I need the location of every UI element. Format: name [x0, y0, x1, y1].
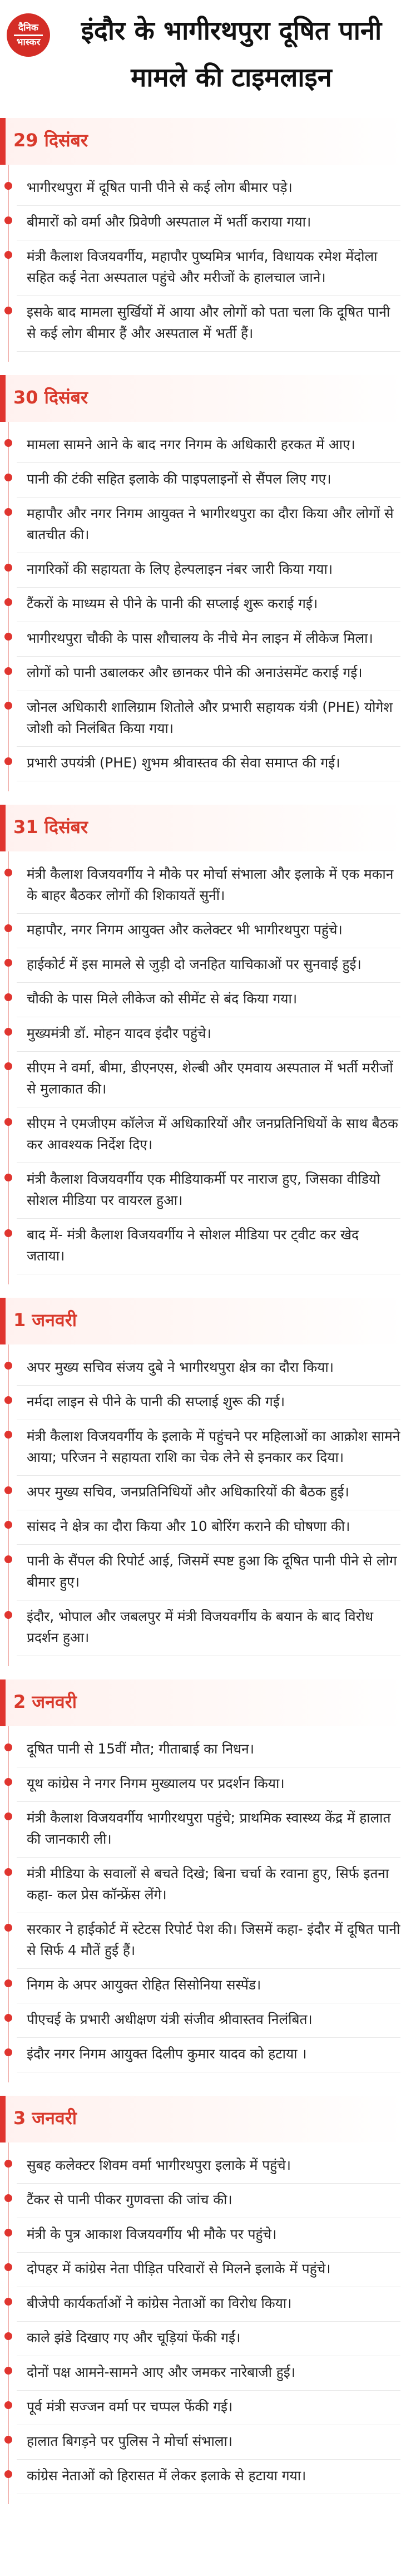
event-text: मंत्री कैलाश विजयवर्गीय के इलाके में पहुंचने पर महिलाओं का आक्रोश सामने आया; परिजन ने सहायता राशि का चेक लेने से इनकार कर दिया। — [27, 1428, 400, 1465]
event-item — [0, 691, 406, 747]
event-text: बाद में- मंत्री कैलाश विजयवर्गीय ने सोशल मीडिया पर ट्वीट कर खेद जताया। — [27, 1227, 359, 1264]
bullet-dot-icon — [4, 1611, 12, 1619]
event-list — [0, 165, 406, 362]
event-item — [0, 2003, 406, 2038]
date-label: 30 दिसंबर — [13, 387, 88, 408]
timeline-section — [0, 2096, 406, 2504]
event-item — [0, 1476, 406, 1510]
event-item — [0, 1163, 406, 1219]
bullet-dot-icon — [4, 993, 12, 1001]
event-text: भागीरथपुरा में दूषित पानी पीने से कई लोग बीमार पड़े। — [27, 179, 293, 195]
event-item — [0, 1351, 406, 1386]
event-item — [0, 2287, 406, 2322]
bullet-dot-icon — [4, 474, 12, 481]
event-item — [0, 2253, 406, 2287]
bullet-dot-icon — [4, 1229, 12, 1237]
event-item — [0, 1802, 406, 1858]
event-text: मंत्री कैलाश विजयवर्गीय एक मीडियाकर्मी पर नाराज हुए, जिसका वीडियो सोशल मीडिया पर वायरल हुआ। — [27, 1171, 380, 1208]
date-label: 1 जनवरी — [13, 1309, 77, 1331]
event-item — [0, 1052, 406, 1107]
event-item — [0, 1386, 406, 1420]
bullet-dot-icon — [4, 959, 12, 967]
bullet-dot-icon — [4, 924, 12, 932]
timeline-sections — [0, 118, 406, 2504]
bullet-dot-icon — [4, 757, 12, 765]
event-text: सांसद ने क्षेत्र का दौरा किया और 10 बोरिंग कराने की घोषणा की। — [27, 1518, 350, 1534]
event-item — [0, 240, 406, 296]
event-text: मंत्री कैलाश विजयवर्गीय, महापौर पुष्यमित्र भार्गव, विधायक रमेश मेंदोला सहित कई नेता अस्पताल पहुंचे और मरीजों के हालचाल जाने। — [27, 248, 378, 285]
timeline-section — [0, 1298, 406, 1666]
bullet-dot-icon — [4, 2470, 12, 2478]
date-accent-bar — [0, 805, 6, 851]
event-text: दोपहर में कांग्रेस नेता पीड़ित परिवारों से मिलने इलाके में पहुंचे। — [27, 2260, 331, 2277]
bullet-dot-icon — [4, 2401, 12, 2409]
event-item — [0, 1510, 406, 1545]
event-list — [0, 1726, 406, 2082]
event-text: पीएचई के प्रभारी अधीक्षण यंत्री संजीव श्रीवास्तव निलंबित। — [27, 2011, 313, 2027]
event-text: दोनों पक्ष आमने-सामने आए और जमकर नारेबाजी हुई। — [27, 2364, 296, 2380]
event-item — [0, 588, 406, 622]
dainik-bhaskar-logo — [7, 13, 50, 57]
header — [0, 0, 406, 118]
bullet-dot-icon — [4, 1362, 12, 1370]
event-text: इंदौर नगर निगम आयुक्त दिलीप कुमार यादव को हटाया । — [27, 2046, 307, 2062]
event-text: अपर मुख्य सचिव संजय दुबे ने भागीरथपुरा क्षेत्र का दौरा किया। — [27, 1359, 334, 1375]
bullet-dot-icon — [4, 667, 12, 675]
bullet-dot-icon — [4, 1743, 12, 1751]
date-label: 29 दिसंबर — [13, 130, 88, 151]
page-title: इंदौर के भागीरथपुरा दूषित पानी मामले की टाइमलाइन — [81, 16, 382, 93]
event-text: दूषित पानी से 15वीं मौत; गीताबाई का निधन। — [27, 1741, 254, 1757]
event-text: पानी के सैंपल की रिपोर्ट आई, जिसमें स्पष्ट हुआ कि दूषित पानी पीने से लोग बीमार हुए। — [27, 1553, 397, 1590]
event-text: पानी की टंकी सहित इलाके की पाइपलाइनों से सैंपल लिए गए। — [27, 471, 331, 487]
event-item — [0, 1017, 406, 1052]
bullet-dot-icon — [4, 2194, 12, 2202]
item-divider — [17, 351, 400, 352]
date-label: 2 जनवरी — [13, 1691, 77, 1712]
date-label: 3 जनवरी — [13, 2107, 77, 2129]
bullet-dot-icon — [4, 307, 12, 314]
bullet-dot-icon — [4, 598, 12, 606]
bullet-dot-icon — [4, 2263, 12, 2271]
timeline-section — [0, 375, 406, 791]
event-text: टैंकर से पानी पीकर गुणवत्ता की जांच की। — [27, 2191, 232, 2208]
event-item — [0, 2460, 406, 2494]
event-item — [0, 553, 406, 588]
bullet-dot-icon — [4, 1396, 12, 1404]
bullet-dot-icon — [4, 2014, 12, 2022]
event-item — [0, 2038, 406, 2072]
event-item — [0, 206, 406, 240]
event-text: टैंकरों के माध्यम से पीने के पानी की सप्लाई शुरू कराई गई। — [27, 595, 318, 612]
bullet-dot-icon — [4, 702, 12, 710]
date-accent-bar — [0, 375, 6, 422]
event-text: सुबह कलेक्टर शिवम वर्मा भागीरथपुरा इलाके में पहुंचे। — [27, 2157, 291, 2173]
event-item — [0, 622, 406, 657]
bullet-dot-icon — [4, 1778, 12, 1786]
date-header — [0, 2096, 406, 2142]
event-item — [0, 171, 406, 206]
event-item — [0, 1107, 406, 1163]
bullet-dot-icon — [4, 869, 12, 876]
bullet-dot-icon — [4, 1174, 12, 1181]
event-item — [0, 1858, 406, 1913]
bullet-dot-icon — [4, 216, 12, 224]
event-item — [0, 1733, 406, 1767]
date-accent-bar — [0, 1679, 6, 1726]
bullet-dot-icon — [4, 1521, 12, 1529]
timeline-section — [0, 118, 406, 362]
event-text: नर्मदा लाइन से पीने के पानी की सप्लाई शुरू की गई। — [27, 1393, 285, 1410]
event-text: सीएम ने एमजीएम कॉलेज में अधिकारियों और जनप्रतिनिधियों के साथ बैठक कर आवश्यक निर्देश दिए। — [27, 1115, 398, 1152]
date-header — [0, 1679, 406, 1726]
event-text: भागीरथपुरा चौकी के पास शौचालय के नीचे मेन लाइन में लीकेज मिला। — [27, 630, 373, 646]
bullet-dot-icon — [4, 2048, 12, 2056]
bullet-dot-icon — [4, 2229, 12, 2237]
event-item — [0, 983, 406, 1017]
event-item — [0, 2184, 406, 2218]
event-list — [0, 851, 406, 1284]
event-text: लोगों को पानी उबालकर और छानकर पीने की अनाउंसमेंट कराई गई। — [27, 664, 363, 681]
event-item — [0, 914, 406, 948]
event-item — [0, 747, 406, 781]
event-item — [0, 498, 406, 553]
event-text: हालात बिगड़ने पर पुलिस ने मोर्चा संभाला। — [27, 2433, 233, 2449]
event-item — [0, 1969, 406, 2003]
bullet-dot-icon — [4, 1924, 12, 1932]
event-text: यूथ कांग्रेस ने नगर निगम मुख्यालय पर प्रदर्शन किया। — [27, 1775, 285, 1791]
bullet-dot-icon — [4, 633, 12, 641]
event-item — [0, 1545, 406, 1600]
timeline-section — [0, 1679, 406, 2082]
event-item — [0, 858, 406, 914]
event-item — [0, 1420, 406, 1476]
event-list — [0, 1344, 406, 1666]
event-item — [0, 2356, 406, 2391]
event-text: मंत्री कैलाश विजयवर्गीय भागीरथपुरा पहुंचे; प्राथमिक स्वास्थ्य केंद्र में हालात की जानकारी ली। — [27, 1810, 391, 1847]
event-text: मंत्री कैलाश विजयवर्गीय ने मौके पर मोर्चा संभाला और इलाके में एक मकान के बाहर बैठकर लोगों की शिकायतें सुनीं। — [27, 866, 394, 903]
bullet-dot-icon — [4, 1062, 12, 1070]
date-header — [0, 1298, 406, 1344]
bullet-dot-icon — [4, 251, 12, 259]
event-item — [0, 657, 406, 691]
date-label: 31 दिसंबर — [13, 816, 88, 838]
bullet-dot-icon — [4, 1979, 12, 1987]
event-text: कांग्रेस नेताओं को हिरासत में लेकर इलाके से हटाया गया। — [27, 2467, 306, 2484]
event-list — [0, 2142, 406, 2504]
event-item — [0, 2425, 406, 2460]
event-item — [0, 1219, 406, 1274]
bullet-dot-icon — [4, 2298, 12, 2306]
bullet-dot-icon — [4, 2367, 12, 2375]
bullet-dot-icon — [4, 1118, 12, 1126]
date-header — [0, 375, 406, 422]
event-text: इसके बाद मामला सुर्खियों में आया और लोगों को पता चला कि दूषित पानी से कई लोग बीमार हैं और अस्पताल में भर्ती हैं। — [27, 304, 390, 341]
date-accent-bar — [0, 2096, 6, 2142]
event-text: बीजेपी कार्यकर्ताओं ने कांग्रेस नेताओं का विरोध किया। — [27, 2295, 292, 2311]
event-text: सरकार ने हाईकोर्ट में स्टेटस रिपोर्ट पेश की। जिसमें कहा- इंदौर में दूषित पानी से सिर्फ 4 मौतें हुई हैं। — [27, 1921, 400, 1958]
timeline-section — [0, 805, 406, 1284]
bullet-dot-icon — [4, 2160, 12, 2168]
event-item — [0, 296, 406, 352]
event-item — [0, 2149, 406, 2184]
event-text: मंत्री के पुत्र आकाश विजयवर्गीय भी मौके पर पहुंचे। — [27, 2226, 277, 2242]
event-text: निगम के अपर आयुक्त रोहित सिसोनिया सस्पेंड। — [27, 1977, 261, 1993]
event-item — [0, 2218, 406, 2253]
event-text: मुख्यमंत्री डॉ. मोहन यादव इंदौर पहुंचे। — [27, 1025, 211, 1041]
logo-line-2: भास्कर — [16, 36, 41, 48]
event-text: मंत्री मीडिया के सवालों से बचते दिखे; बिना चर्चा के रवाना हुए, सिर्फ इतना कहा- कल प्रेस कॉन्फ्रेंस लेंगे। — [27, 1865, 389, 1903]
event-text: चौकी के पास मिले लीकेज को सीमेंट से बंद किया गया। — [27, 991, 298, 1007]
bullet-dot-icon — [4, 182, 12, 190]
date-accent-bar — [0, 118, 6, 165]
event-text: सीएम ने वर्मा, बीमा, डीएनएस, शेल्बी और एमवाय अस्पताल में भर्ती मरीजों से मुलाकात की। — [27, 1060, 393, 1097]
event-item — [0, 2391, 406, 2425]
event-text: पूर्व मंत्री सज्जन वर्मा पर चप्पल फेंकी गई। — [27, 2398, 233, 2415]
event-text: बीमारों को वर्मा और प्रिवेणी अस्पताल में भर्ती कराया गया। — [27, 214, 311, 230]
bullet-dot-icon — [4, 564, 12, 572]
bullet-dot-icon — [4, 1486, 12, 1494]
event-text: हाईकोर्ट में इस मामले से जुड़ी दो जनहित याचिकाओं पर सुनवाई हुई। — [27, 956, 362, 972]
bullet-dot-icon — [4, 508, 12, 516]
event-text: जोनल अधिकारी शालिग्राम शितोले और प्रभारी सहायक यंत्री (PHE) योगेश जोशी को निलंबित किया गया। — [27, 699, 393, 736]
date-header — [0, 118, 406, 165]
event-item — [0, 2322, 406, 2356]
bullet-dot-icon — [4, 1868, 12, 1876]
event-text: इंदौर, भोपाल और जबलपुर में मंत्री विजयवर्गीय के बयान के बाद विरोध प्रदर्शन हुआ। — [27, 1608, 374, 1646]
event-item — [0, 1913, 406, 1969]
bullet-dot-icon — [4, 1028, 12, 1036]
logo-divider — [14, 35, 43, 36]
event-text: अपर मुख्य सचिव, जनप्रतिनिधियों और अधिकारियों की बैठक हुई। — [27, 1484, 349, 1500]
bullet-dot-icon — [4, 439, 12, 447]
bullet-dot-icon — [4, 1431, 12, 1439]
event-item — [0, 1600, 406, 1656]
event-item — [0, 948, 406, 983]
event-text: मामला सामने आने के बाद नगर निगम के अधिकारी हरकत में आए। — [27, 436, 355, 452]
bullet-dot-icon — [4, 1812, 12, 1820]
bullet-dot-icon — [4, 2332, 12, 2340]
date-header — [0, 805, 406, 851]
date-accent-bar — [0, 1298, 6, 1344]
bullet-dot-icon — [4, 2436, 12, 2444]
event-text: महापौर, नगर निगम आयुक्त और कलेक्टर भी भागीरथपुरा पहुंचे। — [27, 922, 343, 938]
logo-line-1: दैनिक — [18, 22, 38, 33]
bullet-dot-icon — [4, 1555, 12, 1563]
event-text: काले झंडे दिखाए गए और चूड़ियां फेंकी गईं। — [27, 2329, 241, 2346]
event-list — [0, 422, 406, 791]
event-text: प्रभारी उपयंत्री (PHE) शुभम श्रीवास्तव की सेवा समाप्त की गई। — [27, 755, 340, 771]
event-item — [0, 1767, 406, 1802]
event-item — [0, 428, 406, 463]
event-item — [0, 463, 406, 498]
event-text: नागरिकों की सहायता के लिए हेल्पलाइन नंबर जारी किया गया। — [27, 561, 333, 577]
event-text: महापौर और नगर निगम आयुक्त ने भागीरथपुरा का दौरा किया और लोगों से बातचीत की। — [27, 505, 394, 543]
